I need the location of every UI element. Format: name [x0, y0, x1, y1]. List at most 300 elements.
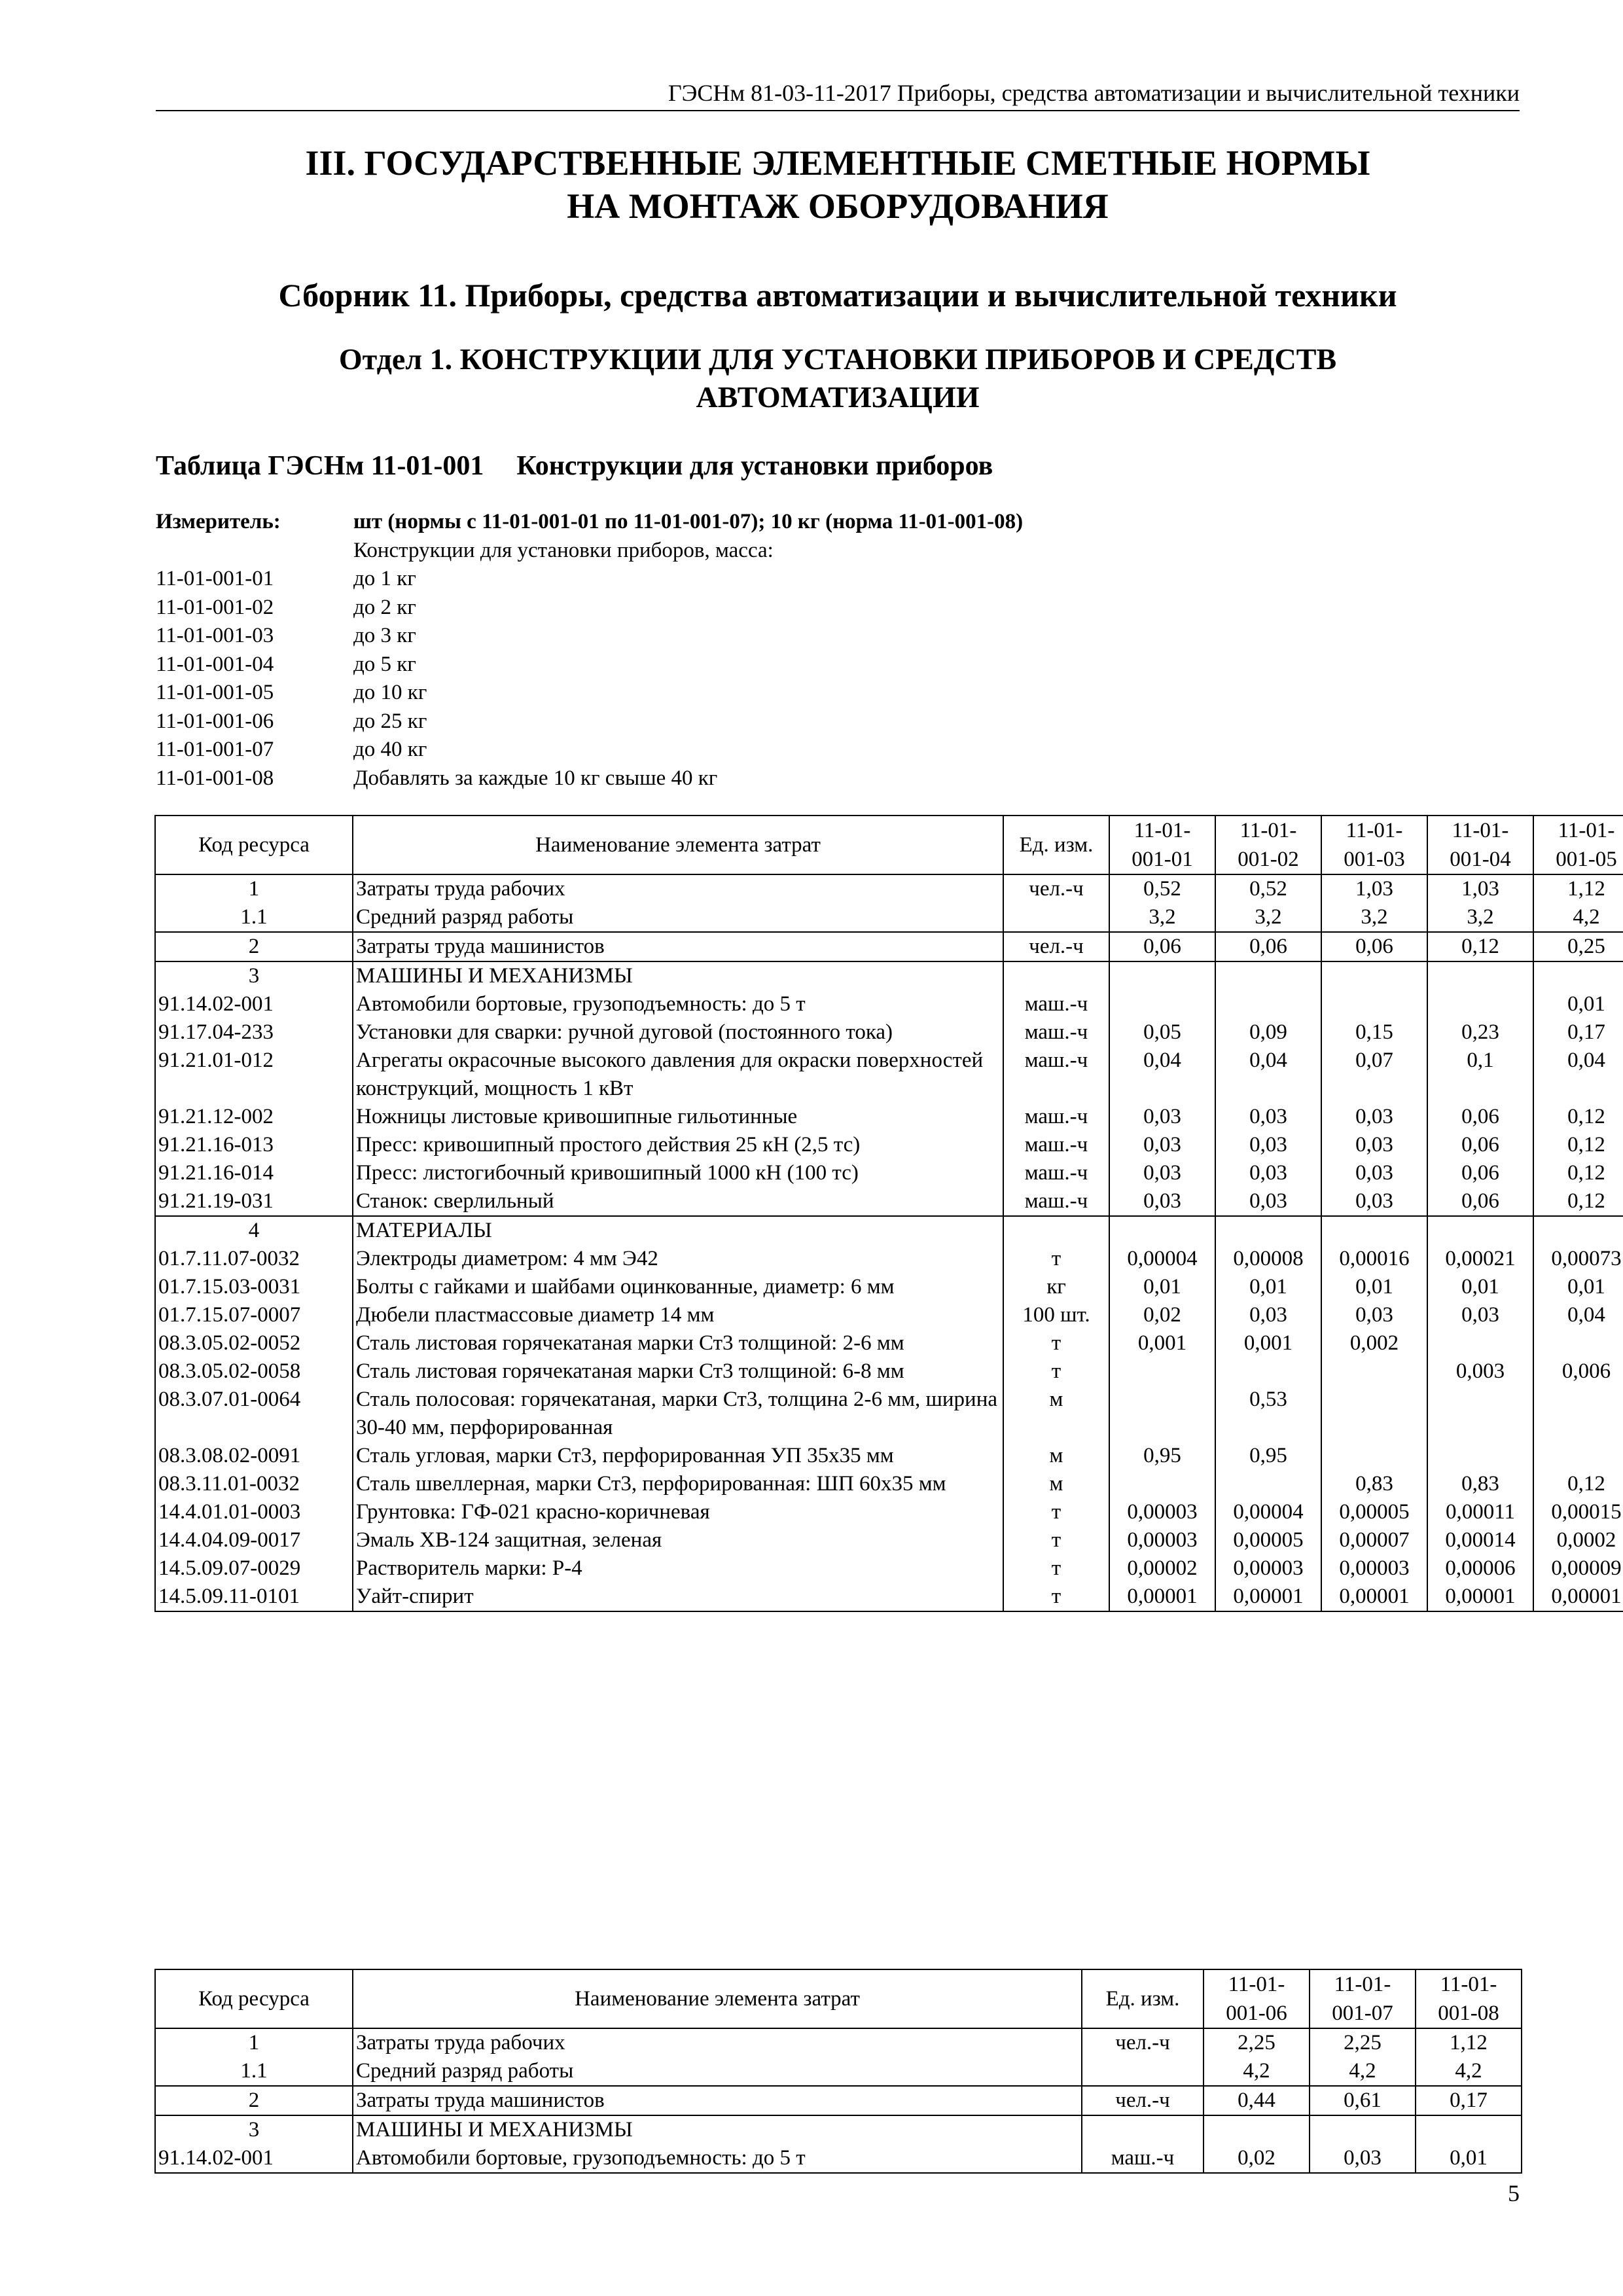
unit: т — [1003, 1554, 1109, 1583]
resource-code: 14.5.09.11-0101 — [155, 1583, 353, 1611]
norm-value — [1321, 990, 1427, 1018]
resource-code: 1.1 — [155, 2057, 353, 2086]
norm-value — [1427, 1216, 1533, 1245]
norm-value: 2,25 — [1204, 2028, 1310, 2057]
unit: м — [1003, 1442, 1109, 1470]
table-row — [155, 874, 1623, 903]
norm-value: 0,61 — [1310, 2086, 1416, 2115]
meter-item-code: 11-01-001-07 — [156, 738, 274, 761]
norm-value: 3,2 — [1215, 903, 1321, 932]
norm-value — [1109, 1216, 1215, 1245]
table-row — [155, 1526, 1623, 1554]
norm-value: 1,12 — [1533, 874, 1623, 903]
meter-item — [156, 764, 1520, 793]
cost-element-name: МАШИНЫ И МЕХАНИЗМЫ — [353, 961, 1003, 990]
norm-value: 0,01 — [1427, 1273, 1533, 1301]
table-row — [155, 1470, 1623, 1498]
unit: маш.-ч — [1082, 2144, 1204, 2173]
norm-value: 4,2 — [1416, 2057, 1522, 2086]
unit: чел.-ч — [1003, 874, 1109, 903]
meter-item-code: 11-01-001-04 — [156, 652, 274, 676]
cost-element-name: Средний разряд работы — [353, 2057, 1082, 2086]
meter-text: шт (нормы с 11-01-001-01 по 11-01-001-07); 10 кг (норма 11-01-001-08) — [353, 510, 1024, 533]
table-row — [155, 1329, 1623, 1357]
norm-value: 0,00009 — [1533, 1554, 1623, 1583]
norm-value: 0,53 — [1215, 1386, 1321, 1442]
table-row — [155, 1554, 1623, 1583]
table-2-body — [155, 2028, 1522, 2173]
norm-value: 0,03 — [1109, 1187, 1215, 1216]
header-norm-col: 11-01- 001-01 — [1109, 816, 1215, 874]
norm-value: 0,03 — [1109, 1103, 1215, 1131]
table-title-name: Конструкции для установки приборов — [516, 451, 993, 481]
norm-value: 4,2 — [1310, 2057, 1416, 2086]
norm-value: 0,06 — [1109, 932, 1215, 961]
norm-value: 0,00014 — [1427, 1526, 1533, 1554]
norm-value: 3,2 — [1109, 903, 1215, 932]
norm-value — [1215, 1470, 1321, 1498]
resource-code: 14.4.01.01-0003 — [155, 1498, 353, 1526]
norm-value: 0,09 — [1215, 1018, 1321, 1047]
norm-value — [1215, 1357, 1321, 1386]
table-row — [155, 1386, 1623, 1442]
cost-element-name: МАТЕРИАЛЫ — [353, 1216, 1003, 1245]
section-title — [156, 141, 1520, 228]
resource-code: 08.3.11.01-0032 — [155, 1470, 353, 1498]
norm-value — [1109, 961, 1215, 990]
cost-element-name: Пресс: листогибочный кривошипный 1000 кН (100 тс) — [353, 1159, 1003, 1187]
resource-code: 4 — [155, 1216, 353, 1245]
meter-item-code: 11-01-001-02 — [156, 595, 274, 619]
norm-value: 0,02 — [1204, 2144, 1310, 2173]
table-row — [155, 1583, 1623, 1611]
header-norm-col: 11-01- 001-04 — [1427, 816, 1533, 874]
norms-table-1 — [154, 815, 1623, 1612]
norm-value: 0,006 — [1533, 1357, 1623, 1386]
norm-value: 0,95 — [1109, 1442, 1215, 1470]
norm-value — [1321, 961, 1427, 990]
norm-value: 0,03 — [1321, 1187, 1427, 1216]
header-unit: Ед. изм. — [1082, 1969, 1204, 2028]
unit: маш.-ч — [1003, 990, 1109, 1018]
norm-value: 4,2 — [1204, 2057, 1310, 2086]
cost-element-name: Растворитель марки: Р-4 — [353, 1554, 1003, 1583]
norm-value: 0,03 — [1215, 1187, 1321, 1216]
resource-code: 01.7.15.07-0007 — [155, 1301, 353, 1329]
table-row — [155, 1103, 1623, 1131]
cost-element-name: Электроды диаметром: 4 мм Э42 — [353, 1245, 1003, 1273]
norm-value: 0,00011 — [1427, 1498, 1533, 1526]
resource-code: 14.4.04.09-0017 — [155, 1526, 353, 1554]
meter-block — [156, 508, 1520, 793]
norm-value: 0,00021 — [1427, 1245, 1533, 1273]
norm-value: 1,03 — [1321, 874, 1427, 903]
unit — [1003, 961, 1109, 990]
cost-element-name: Затраты труда рабочих — [353, 2028, 1082, 2057]
meter-item-text: до 1 кг — [353, 567, 416, 590]
norm-value: 0,00006 — [1427, 1554, 1533, 1583]
collection-title: Сборник 11. Приборы, средства автоматизации и вычислительной техники — [278, 277, 1397, 314]
norms-table-2 — [154, 1969, 1522, 2174]
table-row — [155, 932, 1623, 961]
norm-value: 0,03 — [1427, 1301, 1533, 1329]
cost-element-name: Сталь угловая, марки Ст3, перфорированная УП 35х35 мм — [353, 1442, 1003, 1470]
header-norm-col: 11-01- 001-06 — [1204, 1969, 1310, 2028]
norm-value: 0,00073 — [1533, 1245, 1623, 1273]
section-title-line-2: НА МОНТАЖ ОБОРУДОВАНИЯ — [567, 187, 1109, 226]
meter-item-code: 11-01-001-05 — [156, 681, 274, 704]
unit: чел.-ч — [1082, 2028, 1204, 2057]
norm-value — [1427, 1442, 1533, 1470]
resource-code: 2 — [155, 2086, 353, 2115]
cost-element-name: Эмаль ХВ-124 защитная, зеленая — [353, 1526, 1003, 1554]
table-row — [155, 1159, 1623, 1187]
cost-element-name: Станок: сверлильный — [353, 1187, 1003, 1216]
unit: кг — [1003, 1273, 1109, 1301]
norm-value: 0,00004 — [1109, 1245, 1215, 1273]
resource-code: 08.3.05.02-0052 — [155, 1329, 353, 1357]
norm-value: 0,00003 — [1215, 1554, 1321, 1583]
norm-value: 0,00005 — [1321, 1498, 1427, 1526]
norm-value: 0,52 — [1109, 874, 1215, 903]
resource-code: 01.7.11.07-0032 — [155, 1245, 353, 1273]
norm-value: 0,00002 — [1109, 1554, 1215, 1583]
meter-item-text: до 40 кг — [353, 738, 427, 761]
norm-value — [1310, 2115, 1416, 2144]
norm-value — [1416, 2115, 1522, 2144]
unit: т — [1003, 1498, 1109, 1526]
meter-item — [156, 736, 1520, 764]
norm-value: 0,01 — [1533, 1273, 1623, 1301]
norm-value — [1109, 1470, 1215, 1498]
table-title — [156, 449, 993, 483]
norm-value — [1427, 1386, 1533, 1442]
cost-element-name: Ножницы листовые кривошипные гильотинные — [353, 1103, 1003, 1131]
table-row — [155, 1047, 1623, 1103]
norm-value: 0,12 — [1533, 1103, 1623, 1131]
resource-code: 91.21.16-014 — [155, 1159, 353, 1187]
norm-value: 0,01 — [1416, 2144, 1522, 2173]
table-row — [155, 1245, 1623, 1273]
norm-value: 0,01 — [1215, 1273, 1321, 1301]
department-title-line-2: АВТОМАТИЗАЦИИ — [696, 380, 980, 414]
norm-value: 0,12 — [1533, 1470, 1623, 1498]
table-row — [155, 1216, 1623, 1245]
resource-code: 01.7.15.03-0031 — [155, 1273, 353, 1301]
norm-value: 0,00001 — [1109, 1583, 1215, 1611]
norm-value: 0,03 — [1310, 2144, 1416, 2173]
table-row — [155, 2028, 1522, 2057]
norm-value: 0,00005 — [1215, 1526, 1321, 1554]
resource-code: 91.21.12-002 — [155, 1103, 353, 1131]
unit: чел.-ч — [1082, 2086, 1204, 2115]
table-row — [155, 2086, 1522, 2115]
meter-items — [156, 565, 1520, 793]
meter-item-text: до 25 кг — [353, 709, 427, 733]
unit: чел.-ч — [1003, 932, 1109, 961]
norm-value: 0,12 — [1427, 932, 1533, 961]
norm-value — [1533, 1386, 1623, 1442]
norm-value: 0,06 — [1321, 932, 1427, 961]
norm-value: 0,02 — [1109, 1301, 1215, 1329]
norm-value: 0,03 — [1109, 1159, 1215, 1187]
cost-element-name: Агрегаты окрасочные высокого давления для окраски поверхностей конструкций, мощность 1 кВт — [353, 1047, 1003, 1103]
meter-item — [156, 679, 1520, 708]
norm-value: 0,03 — [1321, 1131, 1427, 1159]
meter-item-code: 11-01-001-08 — [156, 766, 274, 790]
unit: маш.-ч — [1003, 1103, 1109, 1131]
table-row — [155, 1442, 1623, 1470]
norm-value — [1109, 1357, 1215, 1386]
norm-value — [1427, 1329, 1533, 1357]
table-row — [155, 1187, 1623, 1216]
table-row — [155, 1301, 1623, 1329]
norm-value — [1109, 1386, 1215, 1442]
meter-item-text: до 2 кг — [353, 595, 416, 619]
norm-value — [1109, 990, 1215, 1018]
norm-value: 0,03 — [1215, 1159, 1321, 1187]
norm-value: 0,00001 — [1427, 1583, 1533, 1611]
meter-label: Измеритель: — [156, 510, 281, 533]
norm-value: 1,12 — [1416, 2028, 1522, 2057]
resource-code: 1.1 — [155, 903, 353, 932]
header-name: Наименование элемента затрат — [353, 1969, 1082, 2028]
cost-element-name: Болты с гайками и шайбами оцинкованные, диаметр: 6 мм — [353, 1273, 1003, 1301]
norm-value — [1204, 2115, 1310, 2144]
norm-value: 0,03 — [1321, 1103, 1427, 1131]
unit: маш.-ч — [1003, 1018, 1109, 1047]
norm-value: 0,03 — [1321, 1159, 1427, 1187]
cost-element-name: Автомобили бортовые, грузоподъемность: до 5 т — [353, 990, 1003, 1018]
norm-value — [1321, 1216, 1427, 1245]
norm-value: 0,06 — [1427, 1159, 1533, 1187]
table-2-header-row — [155, 1969, 1522, 2028]
header-name: Наименование элемента затрат — [353, 816, 1003, 874]
norm-value — [1215, 990, 1321, 1018]
table-row — [155, 2144, 1522, 2173]
resource-code: 08.3.08.02-0091 — [155, 1442, 353, 1470]
resource-code: 91.21.01-012 — [155, 1047, 353, 1103]
cost-element-name: Установки для сварки: ручной дуговой (постоянного тока) — [353, 1018, 1003, 1047]
unit: маш.-ч — [1003, 1187, 1109, 1216]
header-norm-col: 11-01- 001-05 — [1533, 816, 1623, 874]
norm-value — [1321, 1357, 1427, 1386]
resource-code: 08.3.07.01-0064 — [155, 1386, 353, 1442]
norm-value: 0,17 — [1416, 2086, 1522, 2115]
table-row — [155, 903, 1623, 932]
norm-value: 0,1 — [1427, 1047, 1533, 1103]
resource-code: 1 — [155, 874, 353, 903]
norm-value: 0,83 — [1427, 1470, 1533, 1498]
table-row — [155, 1273, 1623, 1301]
cost-element-name: Сталь полосовая: горячекатаная, марки Ст3, толщина 2-6 мм, ширина 30-40 мм, перфорированная — [353, 1386, 1003, 1442]
unit: маш.-ч — [1003, 1131, 1109, 1159]
norm-value: 4,2 — [1533, 903, 1623, 932]
cost-element-name: Сталь листовая горячекатаная марки Ст3 толщиной: 2-6 мм — [353, 1329, 1003, 1357]
norm-value: 0,95 — [1215, 1442, 1321, 1470]
resource-code: 91.21.19-031 — [155, 1187, 353, 1216]
norm-value: 0,0002 — [1533, 1526, 1623, 1554]
norm-value: 0,001 — [1215, 1329, 1321, 1357]
norm-value: 0,03 — [1215, 1131, 1321, 1159]
unit: т — [1003, 1329, 1109, 1357]
norm-value: 0,12 — [1533, 1159, 1623, 1187]
norm-value: 0,04 — [1215, 1047, 1321, 1103]
cost-element-name: Средний разряд работы — [353, 903, 1003, 932]
norm-value: 0,03 — [1109, 1131, 1215, 1159]
header-norm-col: 11-01- 001-08 — [1416, 1969, 1522, 2028]
norm-value: 0,03 — [1215, 1103, 1321, 1131]
department-title-line-1: Отдел 1. КОНСТРУКЦИИ ДЛЯ УСТАНОВКИ ПРИБОРОВ И СРЕДСТВ — [338, 342, 1337, 376]
norm-value: 2,25 — [1310, 2028, 1416, 2057]
header-norm-col: 11-01- 001-02 — [1215, 816, 1321, 874]
cost-element-name: Дюбели пластмассовые диаметр 14 мм — [353, 1301, 1003, 1329]
meter-item-code: 11-01-001-03 — [156, 624, 274, 647]
table-1-header-row — [155, 816, 1623, 874]
norm-value: 0,00007 — [1321, 1526, 1427, 1554]
norm-value — [1427, 961, 1533, 990]
cost-element-name: Сталь листовая горячекатаная марки Ст3 толщиной: 6-8 мм — [353, 1357, 1003, 1386]
resource-code: 91.17.04-233 — [155, 1018, 353, 1047]
table-title-label: Таблица ГЭСНм 11-01-001 — [156, 451, 484, 481]
cost-element-name: Затраты труда рабочих — [353, 874, 1003, 903]
meter-item — [156, 708, 1520, 736]
norm-value: 0,07 — [1321, 1047, 1427, 1103]
norm-value — [1215, 961, 1321, 990]
resource-code: 91.14.02-001 — [155, 990, 353, 1018]
table-row — [155, 1357, 1623, 1386]
norm-value — [1533, 1329, 1623, 1357]
meter-item-text: до 5 кг — [353, 652, 416, 676]
norm-value: 0,003 — [1427, 1357, 1533, 1386]
resource-code: 91.14.02-001 — [155, 2144, 353, 2173]
meter-item — [156, 622, 1520, 651]
cost-element-name: Пресс: кривошипный простого действия 25 кН (2,5 тс) — [353, 1131, 1003, 1159]
header-code: Код ресурса — [155, 816, 353, 874]
unit: маш.-ч — [1003, 1159, 1109, 1187]
norm-value: 0,17 — [1533, 1018, 1623, 1047]
resource-code: 1 — [155, 2028, 353, 2057]
resource-code: 3 — [155, 961, 353, 990]
norm-value: 0,00001 — [1533, 1583, 1623, 1611]
meter-item — [156, 651, 1520, 679]
norm-value: 0,25 — [1533, 932, 1623, 961]
unit: т — [1003, 1357, 1109, 1386]
resource-code: 2 — [155, 932, 353, 961]
department-title — [156, 340, 1520, 416]
table-row — [155, 961, 1623, 990]
norm-value — [1533, 1216, 1623, 1245]
table-1-body — [155, 874, 1623, 1611]
meter-subtitle: Конструкции для установки приборов, масса: — [353, 538, 774, 562]
norm-value: 0,00008 — [1215, 1245, 1321, 1273]
norm-value: 0,00003 — [1109, 1526, 1215, 1554]
unit: 100 шт. — [1003, 1301, 1109, 1329]
resource-code: 3 — [155, 2115, 353, 2144]
norm-value: 0,23 — [1427, 1018, 1533, 1047]
norm-value: 0,06 — [1427, 1103, 1533, 1131]
cost-element-name: Затраты труда машинистов — [353, 2086, 1082, 2115]
norm-value: 0,00003 — [1109, 1498, 1215, 1526]
unit — [1003, 1216, 1109, 1245]
meter-item-text: Добавлять за каждые 10 кг свыше 40 кг — [353, 766, 718, 790]
meter-item-text: до 3 кг — [353, 624, 416, 647]
resource-code: 14.5.09.07-0029 — [155, 1554, 353, 1583]
unit: маш.-ч — [1003, 1047, 1109, 1103]
meter-item-code: 11-01-001-06 — [156, 709, 274, 733]
unit: м — [1003, 1470, 1109, 1498]
norm-value: 0,12 — [1533, 1131, 1623, 1159]
meter-item-text: до 10 кг — [353, 681, 427, 704]
norm-value: 0,03 — [1215, 1301, 1321, 1329]
cost-element-name: Затраты труда машинистов — [353, 932, 1003, 961]
norm-value — [1321, 1386, 1427, 1442]
norm-value: 0,12 — [1533, 1187, 1623, 1216]
norm-value: 0,05 — [1109, 1018, 1215, 1047]
norm-value: 0,00015 — [1533, 1498, 1623, 1526]
norm-value — [1427, 990, 1533, 1018]
norm-value — [1533, 1442, 1623, 1470]
resource-code: 91.21.16-013 — [155, 1131, 353, 1159]
norm-value: 0,00016 — [1321, 1245, 1427, 1273]
table-row — [155, 990, 1623, 1018]
cost-element-name: Автомобили бортовые, грузоподъемность: до 5 т — [353, 2144, 1082, 2173]
norm-value: 0,06 — [1215, 932, 1321, 961]
norm-value: 0,002 — [1321, 1329, 1427, 1357]
norm-value: 0,52 — [1215, 874, 1321, 903]
section-title-line-1: III. ГОСУДАРСТВЕННЫЕ ЭЛЕМЕНТНЫЕ СМЕТНЫЕ НОРМЫ — [305, 143, 1370, 183]
table-row — [155, 2057, 1522, 2086]
table-row — [155, 1498, 1623, 1526]
norm-value: 0,44 — [1204, 2086, 1310, 2115]
unit: т — [1003, 1526, 1109, 1554]
norm-value: 0,83 — [1321, 1470, 1427, 1498]
norm-value: 0,00003 — [1321, 1554, 1427, 1583]
norm-value: 0,06 — [1427, 1131, 1533, 1159]
unit — [1082, 2057, 1204, 2086]
norm-value — [1321, 1442, 1427, 1470]
table-row — [155, 1018, 1623, 1047]
header-code: Код ресурса — [155, 1969, 353, 2028]
norm-value: 0,00001 — [1321, 1583, 1427, 1611]
table-row — [155, 1131, 1623, 1159]
norm-value: 3,2 — [1427, 903, 1533, 932]
cost-element-name: Сталь швеллерная, марки Ст3, перфорированная: ШП 60х35 мм — [353, 1470, 1003, 1498]
resource-code: 08.3.05.02-0058 — [155, 1357, 353, 1386]
unit: м — [1003, 1386, 1109, 1442]
norm-value: 0,01 — [1321, 1273, 1427, 1301]
norm-value: 0,15 — [1321, 1018, 1427, 1047]
norm-value — [1215, 1216, 1321, 1245]
unit: т — [1003, 1245, 1109, 1273]
meter-item — [156, 565, 1520, 594]
running-header: ГЭСНм 81-03-11-2017 Приборы, средства автоматизации и вычислительной техники — [156, 79, 1520, 111]
norm-value: 1,03 — [1427, 874, 1533, 903]
norm-value: 0,00004 — [1215, 1498, 1321, 1526]
header-norm-col: 11-01- 001-07 — [1310, 1969, 1416, 2028]
norm-value: 0,03 — [1321, 1301, 1427, 1329]
norm-value — [1533, 961, 1623, 990]
unit: т — [1003, 1583, 1109, 1611]
cost-element-name: Грунтовка: ГФ-021 красно-коричневая — [353, 1498, 1003, 1526]
meter-item — [156, 594, 1520, 622]
page-number: 5 — [1508, 2180, 1520, 2206]
table-row — [155, 2115, 1522, 2144]
cost-element-name: МАШИНЫ И МЕХАНИЗМЫ — [353, 2115, 1082, 2144]
norm-value: 0,001 — [1109, 1329, 1215, 1357]
norm-value: 0,04 — [1533, 1047, 1623, 1103]
unit — [1082, 2115, 1204, 2144]
